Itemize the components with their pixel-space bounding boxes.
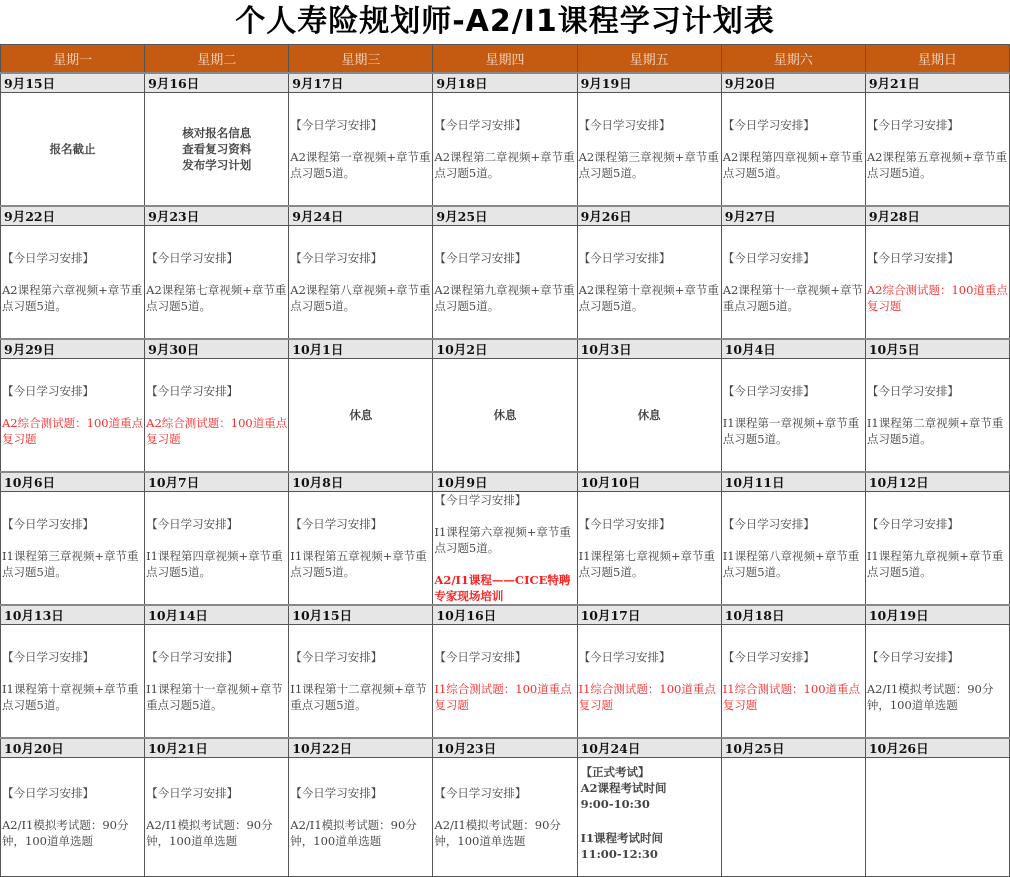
plan-heading: 【今日学习安排】 bbox=[2, 384, 94, 398]
day-cell bbox=[289, 359, 433, 473]
date-cell: 9月16日 bbox=[145, 73, 289, 93]
plan-heading: 【今日学习安排】 bbox=[722, 384, 815, 398]
plan-body: A2课程第五章视频+章节重点习题5道。 bbox=[866, 150, 1008, 180]
day-cell bbox=[289, 758, 433, 877]
day-cell bbox=[721, 625, 865, 739]
plan-body: I1课程第三章视频+章节重点习题5道。 bbox=[2, 549, 139, 579]
date-cell: 10月12日 bbox=[865, 472, 1009, 492]
day-cell bbox=[289, 226, 433, 340]
exam-text: 9:00-10:30 bbox=[580, 797, 650, 811]
plan-body: A2课程第八章视频+章节重点习题5道。 bbox=[290, 283, 431, 313]
date-cell: 9月19日 bbox=[577, 73, 721, 93]
plan-body: I1综合测试题：100道重点复习题 bbox=[578, 682, 716, 712]
exam-text: A2课程考试时间 bbox=[580, 781, 667, 795]
day-cell bbox=[865, 492, 1009, 606]
plan-heading: 【今日学习安排】 bbox=[578, 251, 671, 265]
plan-body: A2课程第四章视频+章节重点习题5道。 bbox=[722, 150, 863, 180]
plan-heading: 【今日学习安排】 bbox=[290, 251, 383, 265]
date-cell: 9月27日 bbox=[721, 206, 865, 226]
training-note: A2/I1课程——CICE特聘专家现场培训 bbox=[434, 573, 571, 603]
plan-heading: 【今日学习安排】 bbox=[146, 384, 239, 398]
plan-heading: 【今日学习安排】 bbox=[722, 650, 815, 664]
plan-body: I1课程第六章视频+章节重点习题5道。 bbox=[434, 525, 571, 555]
date-row bbox=[1, 738, 1010, 758]
plan-body: I1课程第十一章视频+章节重点习题5道。 bbox=[146, 682, 283, 712]
plan-heading: 【今日学习安排】 bbox=[866, 517, 959, 531]
date-row bbox=[1, 605, 1010, 625]
day-cell bbox=[145, 492, 289, 606]
spacer bbox=[581, 812, 720, 830]
exam-text: 【正式考试】 bbox=[580, 765, 650, 779]
date-cell: 10月16日 bbox=[433, 605, 577, 625]
plan-body: I1综合测试题：100道重点复习题 bbox=[722, 682, 861, 712]
date-cell: 10月22日 bbox=[289, 738, 433, 758]
day-cell bbox=[721, 758, 865, 877]
plan-body: I1课程第二章视频+章节重点习题5道。 bbox=[866, 416, 1004, 446]
date-cell: 10月14日 bbox=[145, 605, 289, 625]
date-row bbox=[1, 339, 1010, 359]
plan-heading: 【今日学习安排】 bbox=[866, 650, 959, 664]
plan-heading: 【今日学习安排】 bbox=[2, 517, 94, 531]
plan-heading: 【今日学习安排】 bbox=[290, 650, 383, 664]
study-plan-table bbox=[0, 44, 1010, 877]
plan-body: A2课程第六章视频+章节重点习题5道。 bbox=[2, 283, 143, 313]
date-cell: 10月4日 bbox=[721, 339, 865, 359]
date-cell: 10月18日 bbox=[721, 605, 865, 625]
plan-body: A2课程第二章视频+章节重点习题5道。 bbox=[434, 150, 575, 180]
date-cell: 10月5日 bbox=[865, 339, 1009, 359]
plan-heading: 【今日学习安排】 bbox=[2, 650, 94, 664]
date-cell: 10月11日 bbox=[721, 472, 865, 492]
weekday-header: 星期二 bbox=[145, 45, 289, 74]
weekday-header: 星期六 bbox=[721, 45, 865, 74]
plan-heading: 【今日学习安排】 bbox=[146, 517, 239, 531]
date-cell: 10月19日 bbox=[865, 605, 1009, 625]
date-cell: 9月24日 bbox=[289, 206, 433, 226]
date-cell: 9月29日 bbox=[1, 339, 145, 359]
plan-heading: 【今日学习安排】 bbox=[434, 650, 527, 664]
day-cell bbox=[145, 93, 289, 207]
day-cell bbox=[577, 226, 721, 340]
date-cell: 10月1日 bbox=[289, 339, 433, 359]
day-cell bbox=[721, 359, 865, 473]
plan-heading: 【今日学习安排】 bbox=[290, 786, 383, 800]
date-cell: 10月17日 bbox=[577, 605, 721, 625]
date-cell: 10月8日 bbox=[289, 472, 433, 492]
plan-body: I1课程第十二章视频+章节重点习题5道。 bbox=[290, 682, 427, 712]
plan-heading: 【今日学习安排】 bbox=[434, 493, 527, 507]
plan-heading: 【今日学习安排】 bbox=[578, 650, 671, 664]
plan-body: A2课程第三章视频+章节重点习题5道。 bbox=[578, 150, 719, 180]
date-cell: 10月9日 bbox=[433, 472, 577, 492]
plan-body: A2课程第一章视频+章节重点习题5道。 bbox=[290, 150, 431, 180]
plan-body: A2课程第十章视频+章节重点习题5道。 bbox=[578, 283, 719, 313]
content-row bbox=[1, 93, 1010, 207]
date-cell: 9月21日 bbox=[865, 73, 1009, 93]
exam-text: I1课程考试时间 bbox=[580, 831, 663, 845]
plan-body: A2/I1模拟考试题：90分钟，100道单选题 bbox=[866, 682, 994, 712]
day-cell bbox=[433, 359, 577, 473]
weekday-header: 星期五 bbox=[577, 45, 721, 74]
day-cell bbox=[721, 93, 865, 207]
plan-heading: 【今日学习安排】 bbox=[290, 118, 383, 132]
plan-body: I1课程第四章视频+章节重点习题5道。 bbox=[146, 549, 283, 579]
plan-heading: 【今日学习安排】 bbox=[146, 650, 239, 664]
day-cell bbox=[145, 758, 289, 877]
date-cell: 10月21日 bbox=[145, 738, 289, 758]
date-cell: 10月25日 bbox=[721, 738, 865, 758]
exam-text: 11:00-12:30 bbox=[580, 847, 658, 861]
weekday-header: 星期四 bbox=[433, 45, 577, 74]
date-row bbox=[1, 206, 1010, 226]
plan-body: A2课程第十一章视频+章节重点习题5道。 bbox=[722, 283, 863, 313]
plan-heading: 【今日学习安排】 bbox=[2, 786, 94, 800]
content-row bbox=[1, 492, 1010, 606]
plan-heading: 【今日学习安排】 bbox=[578, 118, 671, 132]
content-row bbox=[1, 359, 1010, 473]
plan-body: I1课程第一章视频+章节重点习题5道。 bbox=[722, 416, 860, 446]
plan-heading: 【今日学习安排】 bbox=[866, 251, 959, 265]
day-cell bbox=[577, 492, 721, 606]
date-cell: 9月17日 bbox=[289, 73, 433, 93]
day-cell bbox=[1, 359, 145, 473]
plan-heading: 【今日学习安排】 bbox=[722, 118, 815, 132]
day-cell bbox=[721, 226, 865, 340]
day-cell bbox=[721, 492, 865, 606]
date-cell: 9月22日 bbox=[1, 206, 145, 226]
day-cell bbox=[577, 625, 721, 739]
day-cell bbox=[145, 359, 289, 473]
plan-body: A2综合测试题：100道重点复习题 bbox=[866, 283, 1008, 313]
content-row bbox=[1, 226, 1010, 340]
plan-heading: 【今日学习安排】 bbox=[146, 251, 239, 265]
day-cell bbox=[433, 492, 577, 606]
day-cell bbox=[433, 625, 577, 739]
plan-heading: 【今日学习安排】 bbox=[290, 517, 383, 531]
plan-body: A2/I1模拟考试题：90分钟，100道单选题 bbox=[2, 818, 129, 848]
date-cell: 10月15日 bbox=[289, 605, 433, 625]
day-cell bbox=[865, 359, 1009, 473]
day-cell bbox=[433, 758, 577, 877]
plan-heading: 【今日学习安排】 bbox=[578, 517, 671, 531]
plan-heading: 【今日学习安排】 bbox=[722, 517, 815, 531]
day-cell bbox=[1, 492, 145, 606]
weekday-header-row bbox=[1, 45, 1010, 74]
plan-body: I1课程第八章视频+章节重点习题5道。 bbox=[722, 549, 860, 579]
plan-heading: 【今日学习安排】 bbox=[434, 786, 527, 800]
date-cell: 10月26日 bbox=[865, 738, 1009, 758]
plan-heading: 【今日学习安排】 bbox=[2, 251, 94, 265]
plan-body: I1课程第五章视频+章节重点习题5道。 bbox=[290, 549, 427, 579]
date-cell: 9月23日 bbox=[145, 206, 289, 226]
plan-body: A2课程第七章视频+章节重点习题5道。 bbox=[146, 283, 287, 313]
date-cell: 10月23日 bbox=[433, 738, 577, 758]
highlight-text: 报名截止 bbox=[49, 142, 96, 156]
day-cell bbox=[865, 758, 1009, 877]
date-row bbox=[1, 472, 1010, 492]
plan-body: I1课程第七章视频+章节重点习题5道。 bbox=[578, 549, 716, 579]
date-cell: 9月30日 bbox=[145, 339, 289, 359]
day-cell bbox=[865, 93, 1009, 207]
date-cell: 9月26日 bbox=[577, 206, 721, 226]
date-cell: 9月20日 bbox=[721, 73, 865, 93]
day-cell bbox=[145, 625, 289, 739]
date-cell: 10月2日 bbox=[433, 339, 577, 359]
date-cell: 10月13日 bbox=[1, 605, 145, 625]
content-row bbox=[1, 625, 1010, 739]
content-row bbox=[1, 758, 1010, 877]
plan-body: I1综合测试题：100道重点复习题 bbox=[434, 682, 572, 712]
plan-body: A2/I1模拟考试题：90分钟，100道单选题 bbox=[434, 818, 561, 848]
plan-heading: 【今日学习安排】 bbox=[866, 118, 959, 132]
page-title: 个人寿险规划师-A2/I1课程学习计划表 bbox=[235, 4, 775, 39]
weekday-header: 星期一 bbox=[1, 45, 145, 74]
highlight-text: 发布学习计划 bbox=[182, 158, 252, 172]
day-cell bbox=[577, 93, 721, 207]
highlight-text: 休息 bbox=[349, 408, 373, 422]
highlight-text: 核对报名信息 bbox=[182, 126, 252, 140]
date-cell: 10月10日 bbox=[577, 472, 721, 492]
day-cell bbox=[433, 93, 577, 207]
plan-body: I1课程第九章视频+章节重点习题5道。 bbox=[866, 549, 1004, 579]
date-cell: 10月20日 bbox=[1, 738, 145, 758]
date-cell: 9月18日 bbox=[433, 73, 577, 93]
day-cell bbox=[1, 625, 145, 739]
plan-heading: 【今日学习安排】 bbox=[146, 786, 239, 800]
day-cell bbox=[433, 226, 577, 340]
date-cell: 10月24日 bbox=[577, 738, 721, 758]
plan-body: A2/I1模拟考试题：90分钟，100道单选题 bbox=[290, 818, 417, 848]
date-cell: 10月7日 bbox=[145, 472, 289, 492]
plan-heading: 【今日学习安排】 bbox=[434, 118, 527, 132]
plan-heading: 【今日学习安排】 bbox=[722, 251, 815, 265]
date-cell: 10月6日 bbox=[1, 472, 145, 492]
day-cell bbox=[1, 226, 145, 340]
plan-body: A2综合测试题：100道重点复习题 bbox=[146, 416, 288, 446]
plan-body: A2/I1模拟考试题：90分钟，100道单选题 bbox=[146, 818, 273, 848]
plan-heading: 【今日学习安排】 bbox=[434, 251, 527, 265]
plan-body: A2综合测试题：100道重点复习题 bbox=[2, 416, 144, 446]
day-cell bbox=[865, 226, 1009, 340]
weekday-header: 星期三 bbox=[289, 45, 433, 74]
day-cell bbox=[145, 226, 289, 340]
day-cell bbox=[289, 492, 433, 606]
day-cell bbox=[1, 758, 145, 877]
highlight-text: 查看复习资料 bbox=[182, 142, 252, 156]
date-cell: 9月25日 bbox=[433, 206, 577, 226]
date-cell: 9月15日 bbox=[1, 73, 145, 93]
weekday-header: 星期日 bbox=[865, 45, 1009, 74]
day-cell bbox=[577, 758, 721, 877]
date-cell: 10月3日 bbox=[577, 339, 721, 359]
day-cell bbox=[289, 93, 433, 207]
day-cell bbox=[577, 359, 721, 473]
day-cell bbox=[1, 93, 145, 207]
date-cell: 9月28日 bbox=[865, 206, 1009, 226]
plan-body: I1课程第十章视频+章节重点习题5道。 bbox=[2, 682, 139, 712]
highlight-text: 休息 bbox=[637, 408, 661, 422]
plan-heading: 【今日学习安排】 bbox=[866, 384, 959, 398]
highlight-text: 休息 bbox=[493, 408, 517, 422]
date-row bbox=[1, 73, 1010, 93]
day-cell bbox=[289, 625, 433, 739]
day-cell bbox=[865, 625, 1009, 739]
plan-body: A2课程第九章视频+章节重点习题5道。 bbox=[434, 283, 575, 313]
